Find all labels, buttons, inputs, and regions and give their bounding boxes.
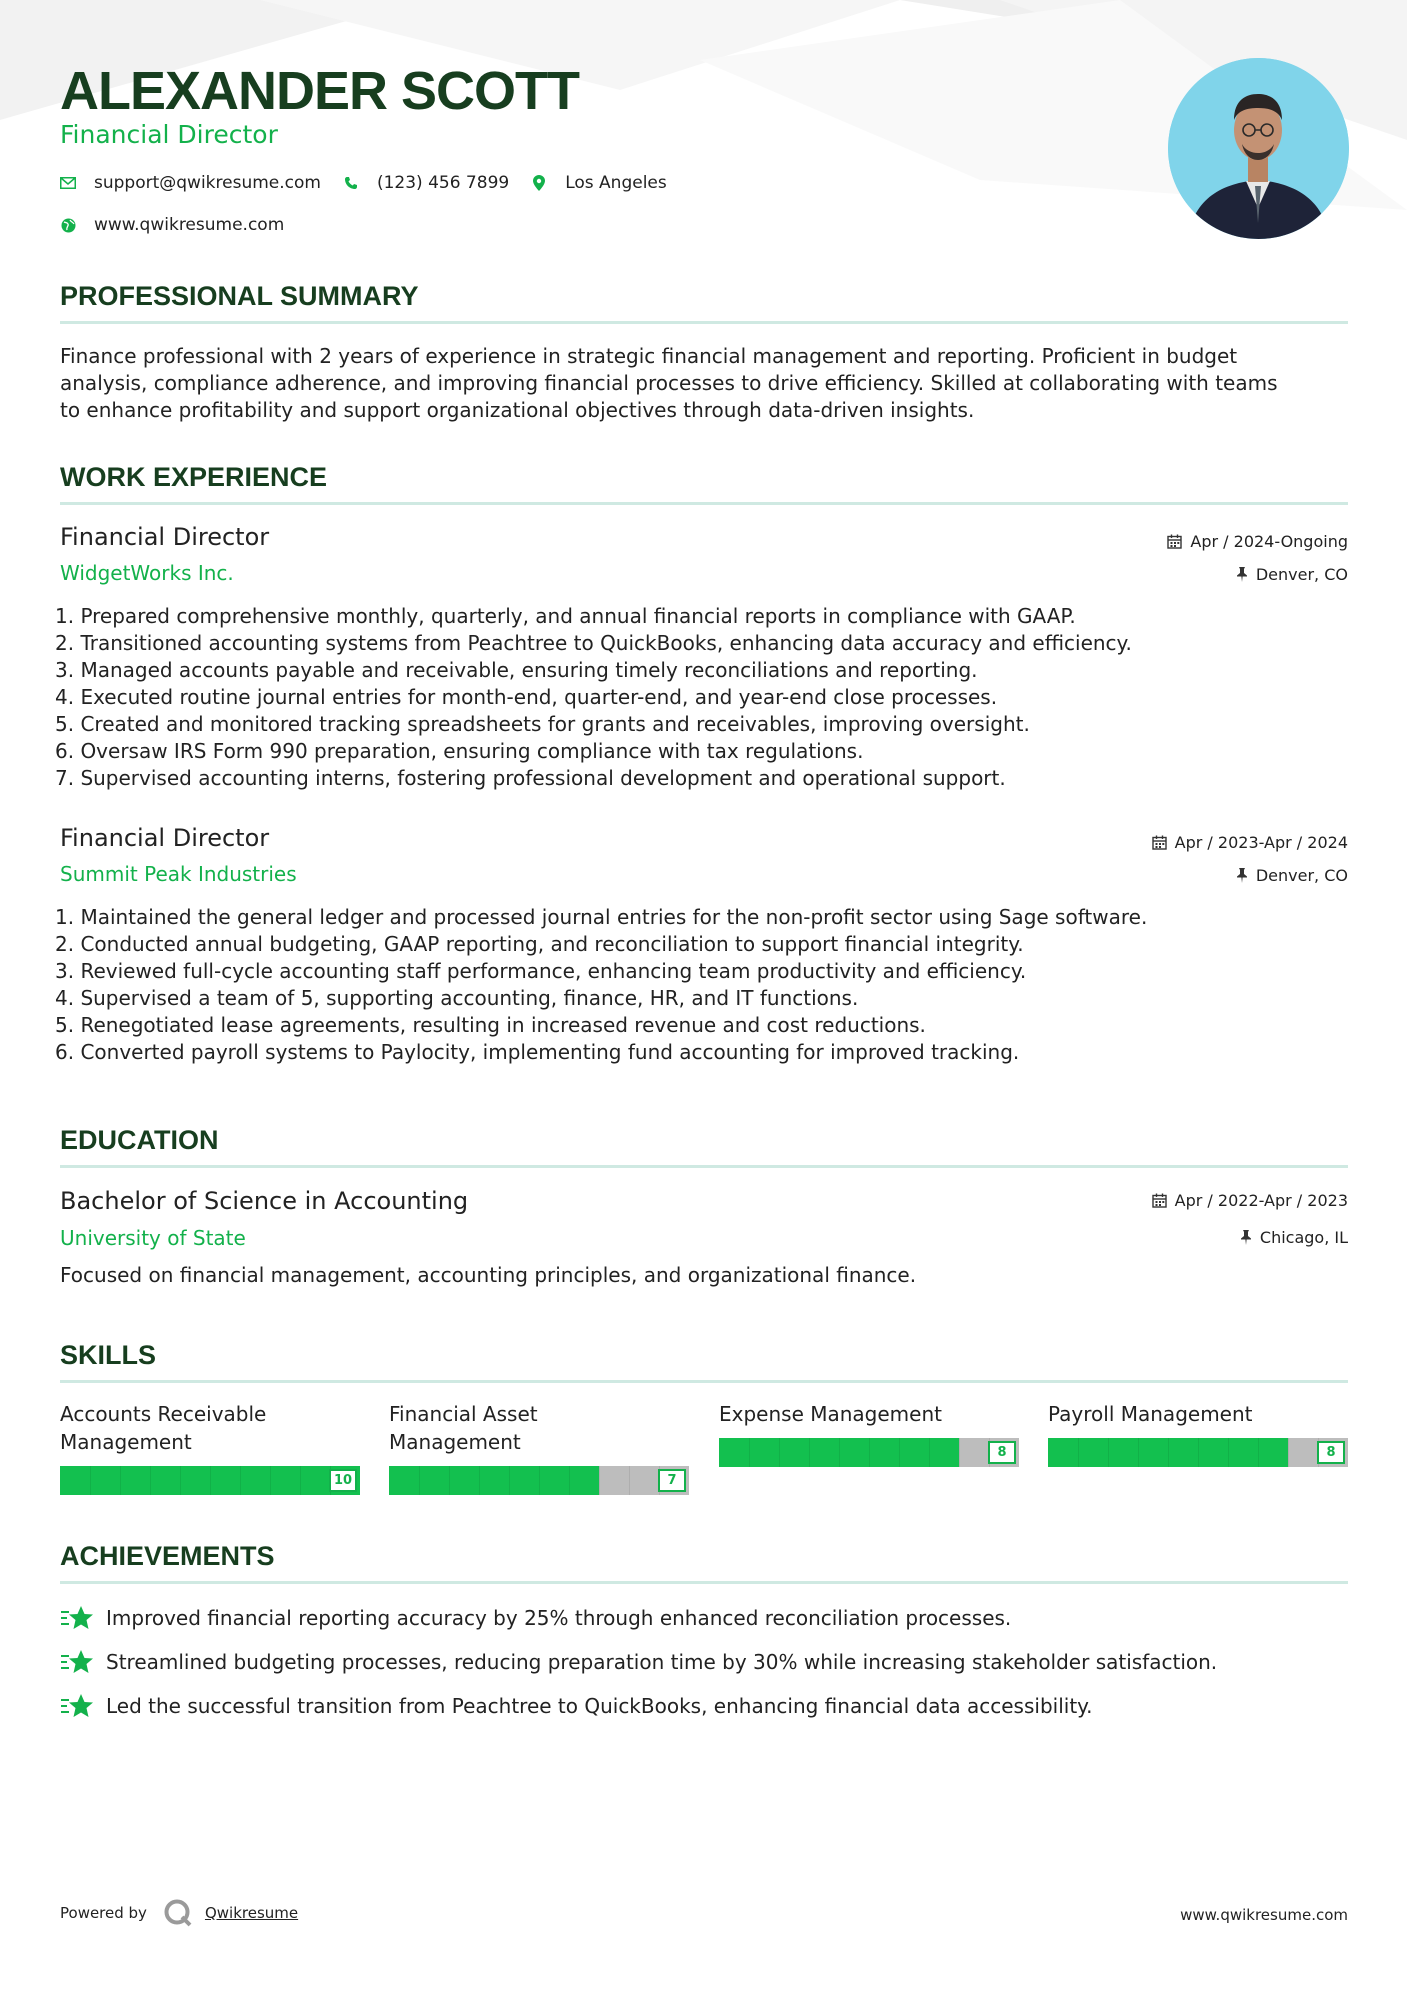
skill-name-line: Accounts Receivable	[60, 1402, 267, 1426]
skill-bar-segment	[1138, 1438, 1139, 1467]
job-location	[1236, 866, 1348, 885]
skill-name-line: Financial Asset	[389, 1402, 538, 1426]
skill-bar-segment	[779, 1438, 780, 1467]
email-icon	[60, 175, 76, 191]
skill-bar-segment	[539, 1466, 540, 1495]
summary-line: analysis, compliance adherence, and improving financial processes to drive efficiency. Skilled at collaborating with teams	[60, 371, 1278, 395]
website-row	[60, 215, 306, 235]
skill-bar-segment	[419, 1466, 420, 1495]
qwikresume-link[interactable]: Qwikresume	[204, 1904, 299, 1922]
achievements-heading: ACHIEVEMENTS	[60, 1541, 275, 1571]
qwikresume-logo-icon	[163, 1898, 193, 1928]
achievement-item	[60, 1604, 1011, 1632]
summary-heading: PROFESSIONAL SUMMARY	[60, 281, 419, 311]
skill-score-badge: 8	[988, 1441, 1016, 1464]
star-badge-icon	[60, 1604, 94, 1632]
date-range: Apr / 2023-Apr / 2024	[1174, 833, 1348, 852]
calendar-icon	[1152, 1193, 1167, 1208]
skill-score-badge: 8	[1317, 1441, 1345, 1464]
skill-bar-segment	[929, 1438, 930, 1467]
phone-icon	[343, 175, 359, 191]
location-pin-icon	[531, 175, 547, 191]
list-item: 6. Oversaw IRS Form 990 preparation, ensuring compliance with tax regulations.	[55, 739, 864, 763]
pushpin-icon	[1236, 567, 1248, 582]
profile-photo	[1168, 58, 1349, 239]
location-label: Denver, CO	[1255, 565, 1348, 584]
footer-website-link[interactable]: www.qwikresume.com	[1180, 1906, 1348, 1924]
skill-bar-segment	[1288, 1438, 1289, 1467]
skill-bar-segment	[1198, 1438, 1199, 1467]
skill-bar-segment	[509, 1466, 510, 1495]
star-badge-icon	[60, 1648, 94, 1676]
section-divider	[60, 1165, 1348, 1168]
skill-bar-segment	[599, 1466, 600, 1495]
star-badge-icon	[60, 1692, 94, 1720]
skill-bar-segment	[180, 1466, 181, 1495]
list-item: 1. Prepared comprehensive monthly, quarterly, and annual financial reports in compliance with GAAP.	[55, 604, 1076, 628]
skill-level-bar	[719, 1438, 1019, 1467]
achievement-item	[60, 1692, 1093, 1720]
list-item: 5. Created and monitored tracking spreadsheets for grants and receivables, improving oversight.	[55, 712, 1030, 736]
education-heading: EDUCATION	[60, 1125, 219, 1155]
phone-number: (123) 456 7899	[376, 173, 510, 193]
skill-bar-segment	[569, 1466, 570, 1495]
section-divider	[60, 1581, 1348, 1584]
list-item: 1. Maintained the general ledger and processed journal entries for the non-profit sector using Sage software.	[55, 905, 1148, 929]
candidate-title: Financial Director	[60, 120, 278, 149]
achievement-text: Led the successful transition from Peachtree to QuickBooks, enhancing financial data accessibility.	[106, 1694, 1093, 1718]
school-name: University of State	[60, 1226, 246, 1250]
date-range: Apr / 2022-Apr / 2023	[1174, 1191, 1348, 1210]
list-item: 7. Supervised accounting interns, fostering professional development and operational support.	[55, 766, 1006, 790]
job-bullet-list	[55, 904, 1350, 1066]
skill-bar-segment	[869, 1438, 870, 1467]
calendar-icon	[1167, 534, 1182, 549]
skill-bar-segment	[479, 1466, 480, 1495]
list-item: 5. Renegotiated lease agreements, resulting in increased revenue and cost reductions.	[55, 1013, 926, 1037]
job-dates	[1152, 833, 1348, 852]
list-item: 2. Conducted annual budgeting, GAAP reporting, and reconciliation to support financial integrity.	[55, 932, 1024, 956]
skill-bar-segment	[1168, 1438, 1169, 1467]
achievement-item	[60, 1648, 1217, 1676]
candidate-name: ALEXANDER SCOTT	[60, 61, 580, 121]
skill-bar-segment	[210, 1466, 211, 1495]
pushpin-icon	[1240, 1230, 1252, 1245]
degree-title: Bachelor of Science in Accounting	[60, 1187, 469, 1215]
skill-bar-segment	[1108, 1438, 1109, 1467]
skill-level-bar	[60, 1466, 360, 1495]
skill-item	[389, 1400, 689, 1495]
skill-bar-segment	[240, 1466, 241, 1495]
location-text: Los Angeles	[565, 173, 667, 193]
section-divider	[60, 1380, 1348, 1383]
powered-by-label: Powered by	[60, 1904, 147, 1922]
skill-level-bar	[389, 1466, 689, 1495]
location-label: Chicago, IL	[1259, 1228, 1348, 1247]
company-name: Summit Peak Industries	[60, 862, 297, 886]
job-title: Financial Director	[60, 523, 270, 551]
skill-bar-segment	[449, 1466, 450, 1495]
skill-score-badge: 10	[329, 1469, 357, 1492]
date-range: Apr / 2024-Ongoing	[1190, 532, 1348, 551]
skill-bar-segment	[809, 1438, 810, 1467]
list-item: 2. Transitioned accounting systems from Peachtree to QuickBooks, enhancing data accuracy and efficiency.	[55, 631, 1132, 655]
list-item: 4. Executed routine journal entries for month-end, quarter-end, and year-end close processes.	[55, 685, 998, 709]
website-link[interactable]: www.qwikresume.com	[94, 215, 285, 235]
job-bullet-list	[55, 603, 1350, 792]
list-item: 3. Managed accounts payable and receivable, ensuring timely reconciliations and reporting.	[55, 658, 978, 682]
skill-item	[1048, 1400, 1348, 1467]
list-item: 3. Reviewed full-cycle accounting staff performance, enhancing team productivity and efficiency.	[55, 959, 1027, 983]
skill-name-line: Management	[60, 1430, 192, 1454]
skill-bar-segment	[300, 1466, 301, 1495]
summary-text	[60, 343, 1350, 424]
company-name: WidgetWorks Inc.	[60, 561, 234, 585]
skill-bar-segment	[959, 1438, 960, 1467]
achievement-text: Improved financial reporting accuracy by 25% through enhanced reconciliation processes.	[106, 1606, 1012, 1630]
skill-level-bar	[1048, 1438, 1348, 1467]
skill-bar-segment	[839, 1438, 840, 1467]
globe-icon	[60, 217, 76, 233]
skill-item	[719, 1400, 1019, 1467]
skill-bar-segment	[1078, 1438, 1079, 1467]
summary-line: Finance professional with 2 years of experience in strategic financial management and reporting. Proficient in budget	[60, 344, 1238, 368]
skill-bar-segment	[629, 1466, 630, 1495]
education-description: Focused on financial management, accounting principles, and organizational finance.	[60, 1263, 917, 1287]
education-dates	[1152, 1191, 1348, 1210]
contact-row	[60, 173, 689, 193]
skill-name-line: Management	[389, 1430, 521, 1454]
skill-bar-segment	[270, 1466, 271, 1495]
job-dates	[1167, 532, 1348, 551]
skill-bar-segment	[1258, 1438, 1259, 1467]
education-location	[1240, 1228, 1348, 1247]
skill-item	[60, 1400, 360, 1495]
skill-bar-segment	[899, 1438, 900, 1467]
experience-heading: WORK EXPERIENCE	[60, 462, 328, 492]
skill-name-line: Payroll Management	[1048, 1402, 1253, 1426]
skill-bar-segment	[90, 1466, 91, 1495]
skill-bar-segment	[120, 1466, 121, 1495]
section-divider	[60, 502, 1348, 505]
list-item: 6. Converted payroll systems to Paylocity, implementing fund accounting for improved tracking.	[55, 1040, 1020, 1064]
pushpin-icon	[1236, 868, 1248, 883]
email-link[interactable]: support@qwikresume.com	[94, 173, 321, 193]
location-label: Denver, CO	[1255, 866, 1348, 885]
achievement-text: Streamlined budgeting processes, reducing preparation time by 30% while increasing stakeholder satisfaction.	[106, 1650, 1218, 1674]
summary-line: to enhance profitability and support organizational objectives through data-driven insights.	[60, 398, 975, 422]
list-item: 4. Supervised a team of 5, supporting accounting, finance, HR, and IT functions.	[55, 986, 859, 1010]
footer-powered-by	[60, 1898, 298, 1928]
skill-level-fill	[389, 1466, 599, 1495]
skill-bar-segment	[150, 1466, 151, 1495]
skills-heading: SKILLS	[60, 1340, 157, 1370]
section-divider	[60, 321, 1348, 324]
skill-name-line: Expense Management	[719, 1402, 942, 1426]
skill-bar-segment	[749, 1438, 750, 1467]
skill-bar-segment	[1228, 1438, 1229, 1467]
skill-score-badge: 7	[658, 1469, 686, 1492]
job-location	[1236, 565, 1348, 584]
calendar-icon	[1152, 835, 1167, 850]
job-title: Financial Director	[60, 824, 270, 852]
